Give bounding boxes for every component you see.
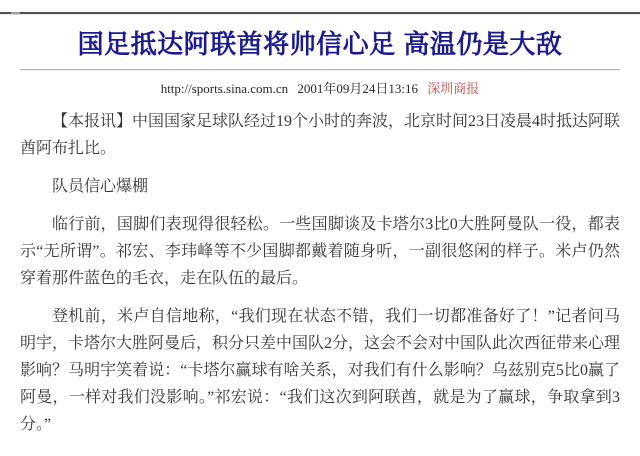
article-body [20,108,620,438]
byline [0,80,640,97]
cropped-text-artifact [11,12,20,15]
top-divider [0,12,640,15]
source-name-link[interactable]: 深圳商报 [427,81,480,96]
paragraph-boarding: 登机前，米卢自信地称，“我们现在状态不错，我们一切都准备好了！”记者问马明宇，卡塔尔大胜阿曼后，积分只差中国队2分，这会不会对中国队此次西征带来心理影响？马明宇笑着说：“卡塔尔赢球有啥关系，对我们有什么影响？乌兹别克5比0赢了阿曼，一样对我们没影响。”祁宏说：“我们这次到阿联酋，就是为了赢球，争取拿到3分。” [20,308,621,433]
title-divider [20,69,620,71]
paragraph-intro: 【本报讯】中国国家足球队经过19个小时的奔波，北京时间23日凌晨4时抵达阿联酋阿布扎比。 [20,113,621,157]
article-title: 国足抵达阿联酋将帅信心足 高温仍是大敌 [77,29,563,59]
section-subhead: 队员信心爆棚 [52,178,149,195]
source-url-text: http://sports.sina.com.cn [160,81,289,96]
publish-datetime: 2001年09月24日13:16 [297,81,419,96]
paragraph-before-departure: 临行前，国脚们表现得很轻松。一些国脚谈及卡塔尔3比0大胜阿曼队一役，都表示“无所谓”。祁宏、李玮峰等不少国脚都戴着随身听，一副很悠闲的样子。米卢仍然穿着那件蓝色的毛衣，走在队伍的最后。 [20,216,620,287]
